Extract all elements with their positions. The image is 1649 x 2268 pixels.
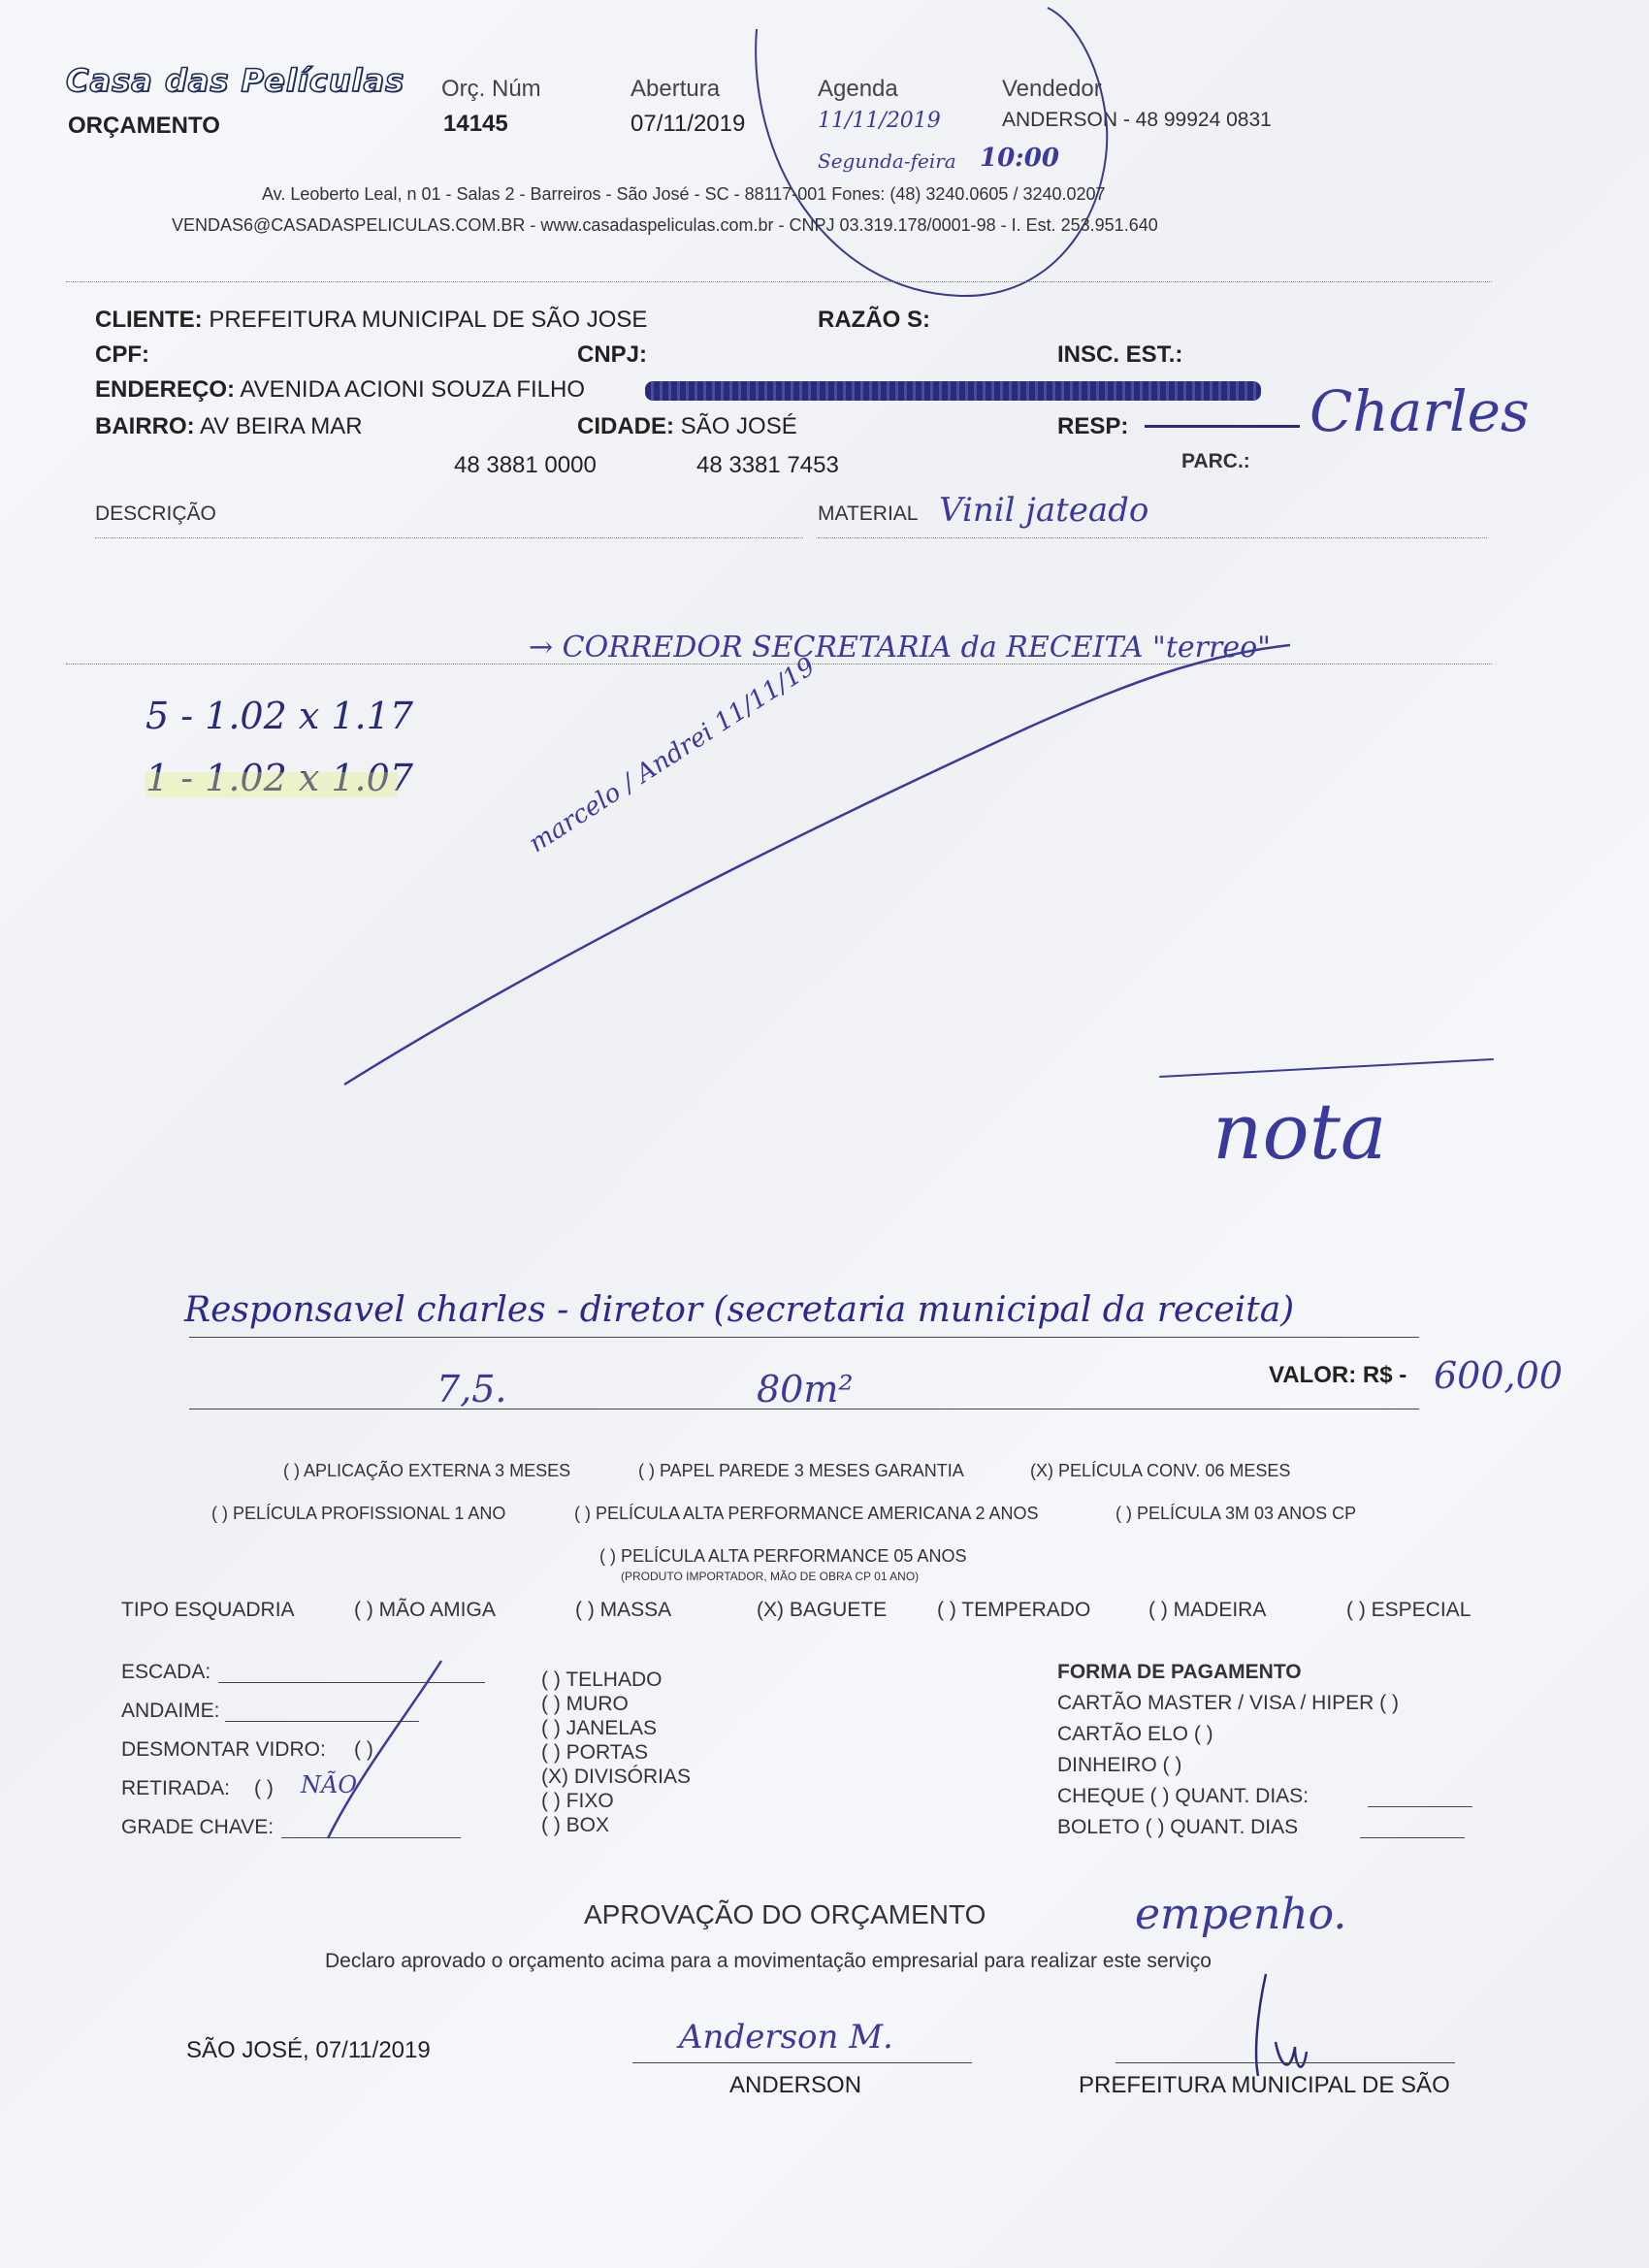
approval-title: APROVAÇÃO DO ORÇAMENTO	[584, 1899, 986, 1929]
option-pelicula-profissional[interactable]: ( ) PELÍCULA PROFISSIONAL 1 ANO	[211, 1504, 506, 1523]
esquadria-massa[interactable]: ( ) MASSA	[575, 1599, 672, 1621]
bairro-value: AV BEIRA MAR	[200, 413, 363, 439]
retirada-checkbox[interactable]: ( )	[254, 1777, 274, 1799]
razao-label: RAZÃO S:	[818, 307, 930, 333]
endereco-row	[95, 376, 585, 404]
responsavel-note: Responsavel charles - diretor (secretaria municipal da receita)	[184, 1290, 1295, 1330]
area-1: 7,5.	[436, 1368, 507, 1410]
approval-declaration: Declaro aprovado o orçamento acima para a movimentação empresarial para realizar este serviço	[325, 1950, 1212, 1972]
slash-stroke	[320, 1649, 456, 1853]
resp-handwritten: Charles	[1310, 378, 1530, 444]
andaime-label: ANDAIME:	[121, 1700, 220, 1722]
descricao-label: DESCRIÇÃO	[95, 502, 216, 525]
header-divider	[66, 281, 1492, 282]
cliente-value: PREFEITURA MUNICIPAL DE SÃO JOSE	[209, 307, 648, 333]
option-pelicula-conv[interactable]: (X) PELÍCULA CONV. 06 MESES	[1030, 1461, 1291, 1480]
boleto-dias-line[interactable]	[1360, 1837, 1465, 1838]
material-label: MATERIAL	[818, 502, 919, 525]
esquadria-temperado[interactable]: ( ) TEMPERADO	[937, 1599, 1091, 1621]
cnpj-label: CNPJ:	[577, 341, 648, 368]
agenda-circle-stroke	[737, 0, 1125, 310]
endereco-label: ENDEREÇO:	[95, 376, 236, 403]
pagamento-title: FORMA DE PAGAMENTO	[1057, 1661, 1302, 1683]
vendor-signature-line	[632, 2062, 972, 2063]
esquadria-mao-amiga[interactable]: ( ) MÃO AMIGA	[354, 1599, 496, 1621]
agenda-day: Segunda-feira	[818, 149, 956, 173]
descricao-line	[95, 537, 803, 538]
local-divisorias[interactable]: (X) DIVISÓRIAS	[541, 1766, 692, 1788]
endereco-value: AVENIDA ACIONI SOUZA FILHO	[240, 376, 585, 403]
agenda-time: 10:00	[980, 144, 1059, 173]
material-line	[818, 537, 1487, 538]
local-date: SÃO JOSÉ, 07/11/2019	[186, 2037, 431, 2063]
vendor-name: ANDERSON	[729, 2072, 862, 2098]
diagonal-line-stroke	[330, 640, 1300, 1096]
esquadria-madeira[interactable]: ( ) MADEIRA	[1148, 1599, 1267, 1621]
local-janelas[interactable]: ( ) JANELAS	[541, 1717, 658, 1739]
nota-handwritten: nota	[1212, 1086, 1387, 1177]
abertura-date: 07/11/2019	[630, 111, 746, 137]
vendedor-value: ANDERSON - 48 99924 0831	[1002, 109, 1272, 131]
cidade-value: SÃO JOSÉ	[680, 413, 797, 439]
cliente-label: CLIENTE:	[95, 307, 203, 333]
vendedor-label: Vendedor	[1002, 76, 1102, 102]
measure-2: 1 - 1.02 x 1.07	[146, 757, 413, 799]
local-portas[interactable]: ( ) PORTAS	[541, 1741, 649, 1764]
resp-strikeout	[1145, 425, 1300, 428]
local-muro[interactable]: ( ) MURO	[541, 1693, 629, 1715]
cliente-row	[95, 307, 647, 334]
pagamento-dinheiro[interactable]: DINHEIRO ( )	[1057, 1754, 1182, 1776]
corredor-note: → CORREDOR SECRETARIA da RECEITA "terreo"	[529, 631, 1271, 664]
cidade-label: CIDADE:	[577, 413, 674, 439]
pagamento-elo[interactable]: CARTÃO ELO ( )	[1057, 1723, 1213, 1745]
pagamento-master[interactable]: CARTÃO MASTER / VISA / HIPER ( )	[1057, 1692, 1400, 1714]
orc-label: Orç. Núm	[441, 76, 541, 102]
pagamento-cheque[interactable]: CHEQUE ( ) QUANT. DIAS:	[1057, 1785, 1310, 1807]
vendor-signature: Anderson M.	[679, 2018, 893, 2057]
cheque-dias-line[interactable]	[1368, 1806, 1472, 1807]
local-fixo[interactable]: ( ) FIXO	[541, 1790, 614, 1812]
document-type: ORÇAMENTO	[68, 113, 220, 139]
bairro-label: BAIRRO:	[95, 413, 195, 439]
diagonal-signature: marcelo / Andrei 11/11/19	[524, 652, 821, 859]
cidade-row	[577, 413, 797, 440]
desmontar-checkbox[interactable]: ( )	[354, 1738, 373, 1761]
esquadria-baguete[interactable]: (X) BAGUETE	[757, 1599, 888, 1621]
esquadria-label: TIPO ESQUADRIA	[121, 1599, 295, 1621]
area-2: 80m²	[757, 1368, 854, 1410]
redaction-scribble	[645, 381, 1261, 401]
company-address: Av. Leoberto Leal, n 01 - Salas 2 - Barreiros - São José - SC - 88117-001 Fones: (48) 3240.0605 / 3240.0207	[262, 184, 1106, 204]
pagamento-boleto[interactable]: BOLETO ( ) QUANT. DIAS	[1057, 1816, 1299, 1838]
option-pelicula-alta-5[interactable]: ( ) PELÍCULA ALTA PERFORMANCE 05 ANOS	[599, 1546, 967, 1566]
bairro-row	[95, 413, 363, 440]
option-note: (PRODUTO IMPORTADOR, MÃO DE OBRA CP 01 ANO)	[621, 1570, 920, 1583]
company-logo: Casa das Películas	[66, 62, 405, 99]
local-box[interactable]: ( ) BOX	[541, 1814, 610, 1836]
retirada-label: RETIRADA:	[121, 1777, 231, 1799]
parc-label: PARC.:	[1181, 450, 1250, 472]
option-pelicula-3m[interactable]: ( ) PELÍCULA 3M 03 ANOS CP	[1116, 1504, 1357, 1523]
client-name: PREFEITURA MUNICIPAL DE SÃO	[1079, 2072, 1450, 2098]
phone-1: 48 3881 0000	[454, 452, 597, 478]
resp-label: RESP:	[1057, 413, 1129, 439]
material-handwritten: Vinil jateado	[939, 491, 1149, 530]
grade-label: GRADE CHAVE:	[121, 1816, 275, 1838]
valor-amount: 600,00	[1434, 1354, 1563, 1397]
client-signature-line	[1116, 2062, 1455, 2063]
local-telhado[interactable]: ( ) TELHADO	[541, 1669, 663, 1691]
empenho-handwritten: empenho.	[1135, 1890, 1347, 1939]
abertura-label: Abertura	[630, 76, 721, 102]
cpf-label: CPF:	[95, 341, 149, 368]
desmontar-label: DESMONTAR VIDRO:	[121, 1738, 326, 1761]
agenda-date: 11/11/2019	[818, 109, 941, 133]
option-aplicacao-externa[interactable]: ( ) APLICAÇÃO EXTERNA 3 MESES	[283, 1461, 571, 1480]
insc-label: INSC. EST.:	[1057, 341, 1183, 368]
client-signature-stroke	[1198, 1969, 1314, 2086]
phone-2: 48 3381 7453	[696, 452, 839, 478]
option-papel-parede[interactable]: ( ) PAPEL PAREDE 3 MESES GARANTIA	[638, 1461, 964, 1480]
company-contact: VENDAS6@CASADASPELICULAS.COM.BR - www.casadaspeliculas.com.br - CNPJ 03.319.178/0001-98 - I. Est. 253.951.640	[172, 215, 1158, 235]
option-pelicula-americana[interactable]: ( ) PELÍCULA ALTA PERFORMANCE AMERICANA 2 ANOS	[574, 1504, 1039, 1523]
measure-1: 5 - 1.02 x 1.17	[146, 695, 413, 737]
esquadria-especial[interactable]: ( ) ESPECIAL	[1346, 1599, 1471, 1621]
retirada-handwritten: NÃO	[301, 1771, 358, 1798]
responsavel-line	[189, 1337, 1419, 1338]
agenda-label: Agenda	[818, 76, 898, 102]
escada-label: ESCADA:	[121, 1661, 211, 1683]
valor-label: VALOR: R$ -	[1269, 1362, 1407, 1388]
orc-number: 14145	[443, 111, 508, 137]
